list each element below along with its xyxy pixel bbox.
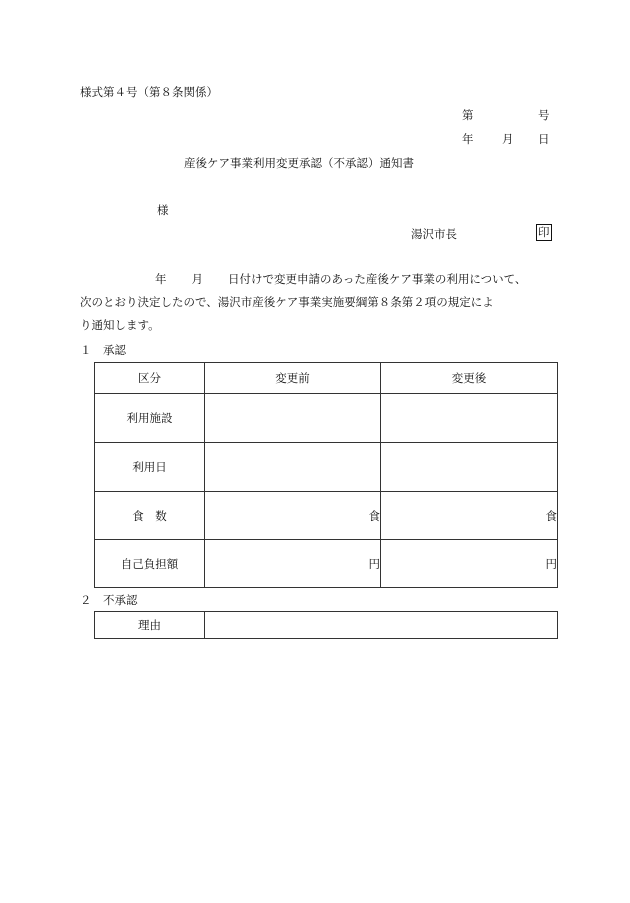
cost-before-cell[interactable]: 円	[205, 540, 381, 588]
reason-label: 理由	[95, 612, 205, 639]
date-before-cell[interactable]	[205, 443, 381, 492]
table-row	[95, 492, 558, 540]
table-row	[95, 443, 558, 492]
meals-after-cell[interactable]: 食	[381, 492, 558, 540]
facility-before-cell[interactable]	[205, 394, 381, 443]
issuer-name: 湯沢市長	[411, 227, 457, 241]
reason-cell[interactable]	[205, 612, 558, 639]
doc-number-suffix: 号	[538, 108, 550, 122]
form-number: 様式第４号（第８条関係）	[80, 85, 218, 99]
addressee-honorific: 様	[157, 203, 169, 217]
header-before: 変更前	[205, 363, 381, 394]
doc-number-prefix: 第	[462, 108, 474, 122]
approval-table	[94, 362, 558, 588]
header-category: 区分	[95, 363, 205, 394]
table-row	[95, 394, 558, 443]
row-label: 自己負担額	[95, 540, 205, 588]
date-day: 日	[538, 132, 550, 146]
body-year: 年	[155, 272, 167, 286]
body-line-3: り通知します。	[80, 318, 160, 332]
row-label: 食 数	[95, 492, 205, 540]
table-row	[95, 540, 558, 588]
seal-mark: 印	[538, 225, 550, 239]
header-after: 変更後	[381, 363, 558, 394]
meals-before-cell[interactable]: 食	[205, 492, 381, 540]
document-title: 産後ケア事業利用変更承認（不承認）通知書	[184, 156, 414, 170]
cost-after-cell[interactable]: 円	[381, 540, 558, 588]
disapproval-table	[94, 611, 558, 639]
date-month: 月	[502, 132, 514, 146]
approval-header-row	[95, 363, 558, 394]
table-row	[95, 612, 558, 639]
approval-heading: １ 承認	[80, 343, 126, 357]
disapproval-heading: ２ 不承認	[80, 593, 138, 607]
row-label: 利用日	[95, 443, 205, 492]
notice-body	[80, 268, 560, 337]
body-line-2: 次のとおり決定したので、湯沢市産後ケア事業実施要綱第８条第２項の規定によ	[80, 295, 494, 309]
body-line-1	[80, 268, 560, 291]
facility-after-cell[interactable]	[381, 394, 558, 443]
date-after-cell[interactable]	[381, 443, 558, 492]
date-year: 年	[462, 132, 474, 146]
body-rest: 日付けで変更申請のあった産後ケア事業の利用について、	[228, 272, 527, 286]
row-label: 利用施設	[95, 394, 205, 443]
body-month: 月	[191, 272, 203, 286]
